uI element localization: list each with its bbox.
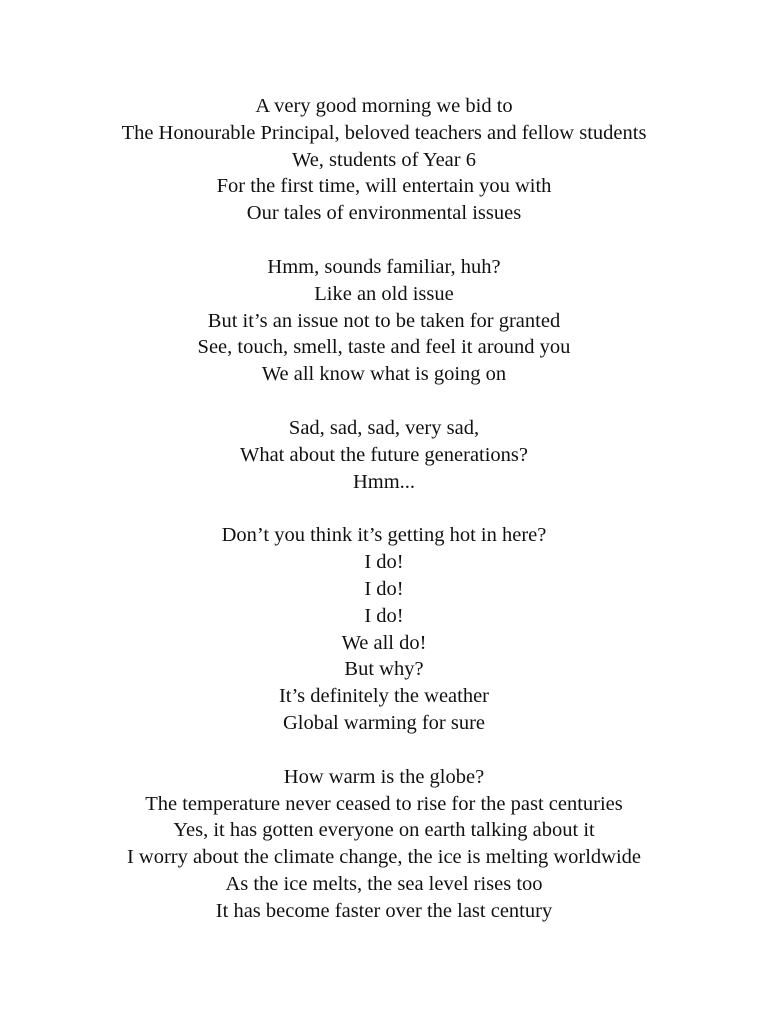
- stanza-familiar: [0, 254, 768, 388]
- poem-line: We all do!: [341, 631, 427, 654]
- poem-line: Hmm...: [352, 470, 416, 493]
- poem-line: I do!: [364, 604, 404, 627]
- poem-line: See, touch, smell, taste and feel it around you: [197, 336, 571, 359]
- poem-line: Global warming for sure: [282, 711, 486, 734]
- poem-line: Don’t you think it’s getting hot in here?: [221, 524, 547, 547]
- poem-line: What about the future generations?: [239, 443, 529, 466]
- poem-line: It has become faster over the last century: [215, 899, 553, 922]
- poem-line: But it’s an issue not to be taken for granted: [207, 309, 561, 332]
- poem-line: For the first time, will entertain you with: [216, 175, 552, 198]
- poem-line: I do!: [364, 577, 404, 600]
- poem-line: Hmm, sounds familiar, huh?: [267, 255, 501, 278]
- poem-line: Sad, sad, sad, very sad,: [288, 416, 480, 439]
- document-page: [0, 93, 768, 952]
- poem-line: I worry about the climate change, the ice is melting worldwide: [126, 846, 642, 869]
- stanza-sad: [0, 415, 768, 495]
- poem-line: Like an old issue: [314, 282, 454, 305]
- poem-line: Yes, it has gotten everyone on earth talking about it: [173, 819, 595, 842]
- poem-line: We, students of Year 6: [292, 148, 476, 171]
- stanza-globe: [0, 764, 768, 925]
- poem-line: The temperature never ceased to rise for the past centuries: [145, 792, 623, 815]
- poem-line: As the ice melts, the sea level rises too: [225, 872, 543, 895]
- poem-line: It’s definitely the weather: [278, 685, 490, 708]
- stanza-greeting: [0, 93, 768, 227]
- poem-line: How warm is the globe?: [283, 765, 485, 788]
- poem-line: Our tales of environmental issues: [246, 202, 522, 225]
- poem-line: But why?: [344, 658, 424, 681]
- poem-line: We all know what is going on: [261, 363, 507, 386]
- stanza-hot: [0, 522, 768, 736]
- poem-line: The Honourable Principal, beloved teachers and fellow students: [121, 121, 647, 144]
- poem-line: A very good morning we bid to: [255, 95, 513, 117]
- poem-line: I do!: [364, 551, 404, 574]
